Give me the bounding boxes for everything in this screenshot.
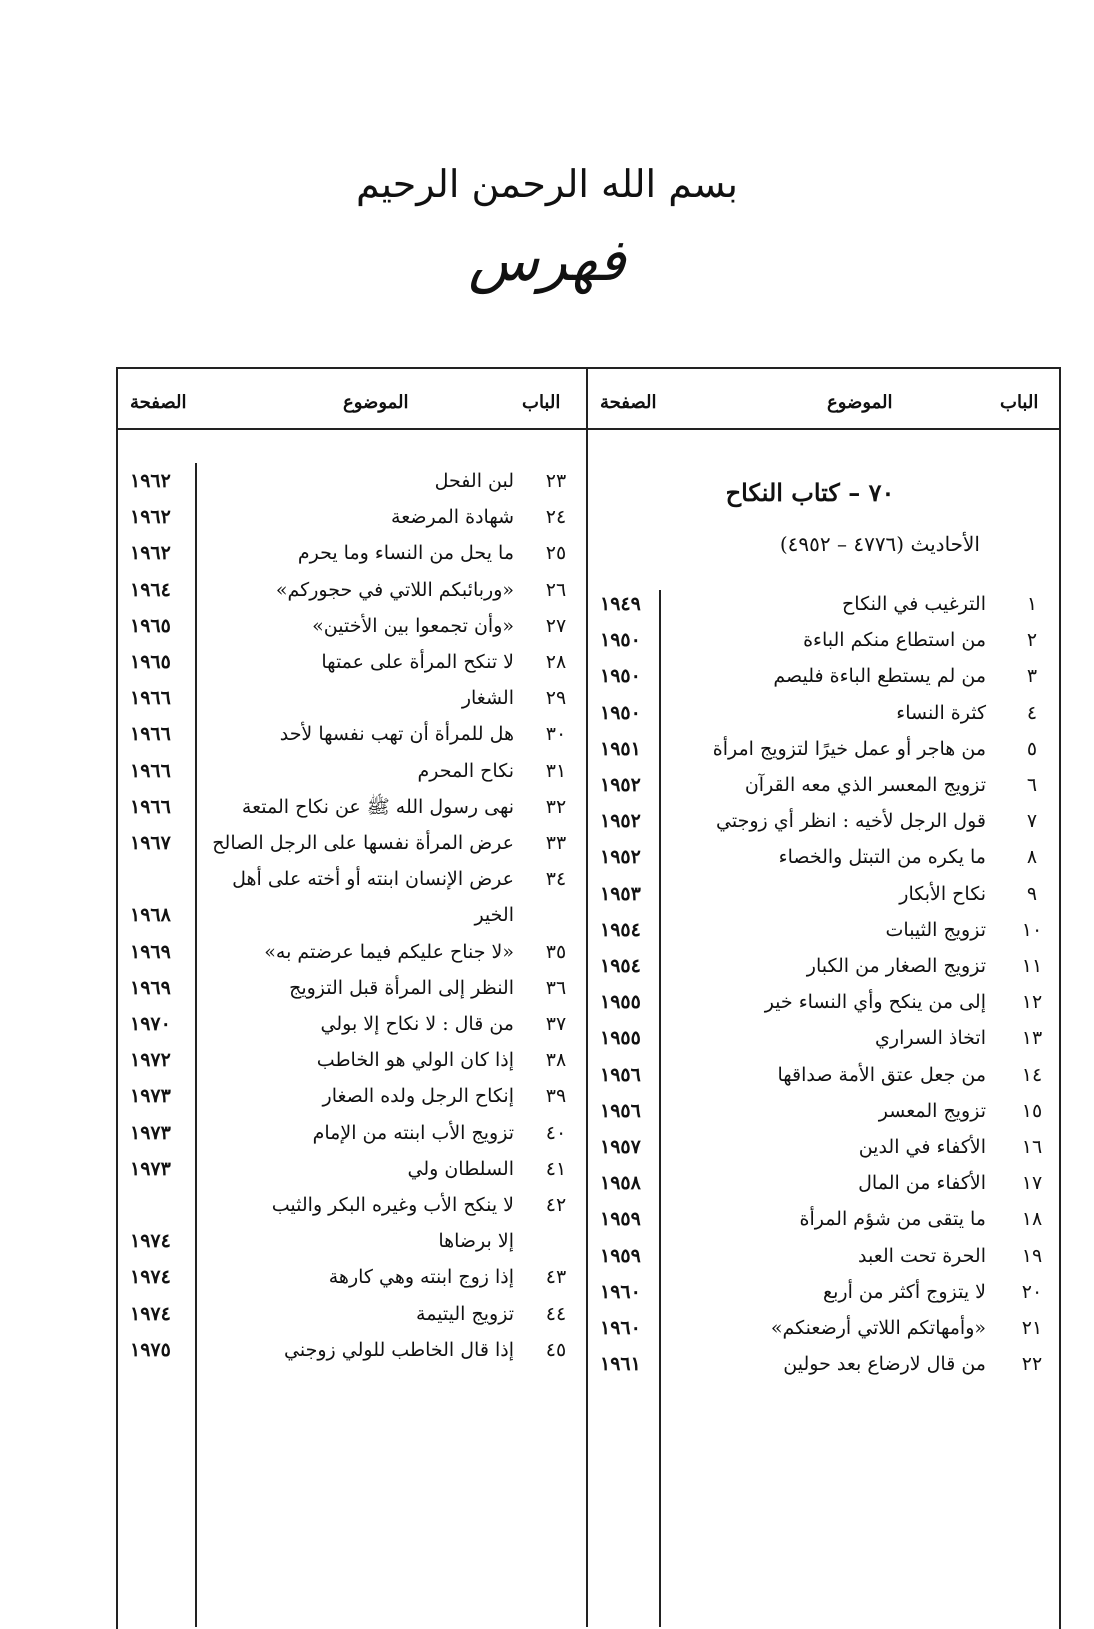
chapter-subject: تزويج الأب ابنته من الإمام <box>312 1121 514 1144</box>
page-number: ١٩٦٦ <box>130 795 171 818</box>
page-number: ١٩٦٩ <box>130 940 171 963</box>
page-number: ١٩٥٥ <box>600 1027 641 1050</box>
index-row <box>0 971 1094 1005</box>
chapter-number: ١٥ <box>1021 1099 1043 1122</box>
page-number: ١٩٥٩ <box>600 1244 641 1267</box>
index-row <box>0 1260 1094 1294</box>
page-number: ١٩٥٢ <box>600 846 641 869</box>
chapter-subject: الأكفاء من المال <box>858 1172 986 1195</box>
chapter-subject: النظر إلى المرأة قبل التزويج <box>289 976 514 999</box>
chapter-number: ٣٦ <box>545 976 567 999</box>
page-number: ١٩٦٦ <box>130 723 171 746</box>
chapter-subject: عرض الإنسان ابنته أو أخته على أهل <box>232 868 514 891</box>
page-number: ١٩٦١ <box>600 1353 641 1376</box>
chapter-number: ٢٩ <box>545 687 567 710</box>
page-number: ١٩٥٣ <box>600 882 641 905</box>
page-number: ١٩٦٠ <box>600 1317 641 1339</box>
header-page-left: الصفحة <box>130 392 187 413</box>
chapter-subject: «وربائبكم اللاتي في حجوركم» <box>275 578 514 601</box>
index-row <box>0 573 1094 607</box>
chapter-number: ٣٧ <box>545 1013 567 1035</box>
page-number: ١٩٧٠ <box>130 1013 171 1035</box>
chapter-number: ٣٣ <box>545 832 567 854</box>
chapter-subject: تزويج المعسر الذي معه القرآن <box>744 774 986 796</box>
index-row <box>0 1333 1094 1367</box>
basmala-heading: بسم الله الرحمن الرحيم <box>356 162 738 206</box>
chapter-number: ١٠ <box>1021 918 1043 941</box>
chapter-number: ١٣ <box>1021 1027 1043 1050</box>
chapter-subject: من استطاع منكم الباءة <box>803 629 986 652</box>
index-row <box>0 645 1094 679</box>
chapter-subject: إذا قال الخاطب للولي زوجني <box>284 1338 514 1361</box>
chapter-subject: الشغار <box>461 687 514 710</box>
page-number: ١٩٦٢ <box>130 542 171 565</box>
chapter-subject: لا يتزوج أكثر من أربع <box>823 1280 986 1303</box>
page-number: ١٩٥٦ <box>600 1063 641 1086</box>
chapter-number: ١٧ <box>1021 1172 1043 1195</box>
chapter-number: ١١ <box>1021 955 1043 977</box>
index-row <box>0 1188 1094 1222</box>
chapter-number: ٣٤ <box>545 868 567 891</box>
page-number: ١٩٥٦ <box>600 1099 641 1122</box>
page-number: ١٩٧٤ <box>130 1302 171 1325</box>
index-row <box>0 464 1094 498</box>
chapter-number: ٢٦ <box>545 578 567 601</box>
chapter-number: ٤٥ <box>545 1338 567 1361</box>
chapter-number: ١٢ <box>1021 991 1043 1014</box>
page-number: ١٩٧٣ <box>130 1085 171 1108</box>
chapter-number: ٣٩ <box>545 1085 567 1108</box>
index-row <box>0 935 1094 969</box>
chapter-subject: قول الرجل لأخيه : انظر أي زوجتي <box>716 810 986 833</box>
chapter-number: ٢٤ <box>545 506 567 529</box>
header-page-right: الصفحة <box>600 392 657 413</box>
chapter-number: ٣٠ <box>545 723 567 746</box>
page-number: ١٩٦٦ <box>130 687 171 710</box>
page-number: ١٩٧٣ <box>130 1121 171 1144</box>
page-number: ١٩٤٩ <box>600 593 641 615</box>
chapter-subject: إذا زوج ابنته وهي كارهة <box>328 1266 514 1289</box>
page-number: ١٩٧٢ <box>130 1049 171 1072</box>
chapter-number: ٤٢ <box>545 1194 567 1216</box>
header-subject-right: الموضوع <box>827 392 893 413</box>
chapter-subject: تزويج الصغار من الكبار <box>806 955 986 977</box>
chapter-subject: «وأمهاتكم اللاتي أرضعنكم» <box>770 1317 986 1339</box>
header-subject-left: الموضوع <box>343 392 409 413</box>
chapter-subject: تزويج المعسر <box>878 1099 986 1122</box>
index-row <box>0 1043 1094 1077</box>
index-row <box>0 754 1094 788</box>
chapter-number: ٢٢ <box>1021 1353 1043 1376</box>
chapter-subject: إلى من ينكح وأي النساء خير <box>764 991 986 1014</box>
chapter-number: ١٨ <box>1021 1208 1043 1231</box>
chapter-subject: الترغيب في النكاح <box>842 593 986 615</box>
chapter-subject: «وأن تجمعوا بين الأختين» <box>312 614 514 637</box>
book-title: ٧٠ – كتاب النكاح <box>725 478 895 507</box>
page-number: ١٩٥٧ <box>600 1136 641 1158</box>
index-row <box>0 1007 1094 1041</box>
page-number: ١٩٥٢ <box>600 774 641 796</box>
chapter-subject: كثرة النساء <box>896 701 986 724</box>
chapter-subject: إنكاح الرجل ولده الصغار <box>322 1085 514 1108</box>
chapter-subject: نكاح الأبكار <box>899 882 986 905</box>
chapter-number: ٥ <box>1026 737 1038 760</box>
page-number: ١٩٦٧ <box>130 832 171 854</box>
chapter-subject: اتخاذ السراري <box>875 1027 986 1050</box>
page-number: ١٩٧٤ <box>130 1266 171 1289</box>
page-number: ١٩٧٥ <box>130 1338 171 1361</box>
chapter-subject: الأكفاء في الدين <box>858 1136 986 1158</box>
chapter-number: ٢٧ <box>545 614 567 637</box>
page-number: ١٩٥٨ <box>600 1172 641 1195</box>
page-number: ١٩٦٩ <box>130 976 171 999</box>
chapter-number: ٤ <box>1026 701 1038 724</box>
chapter-subject: من قال : لا نكاح إلا بولي <box>320 1013 514 1035</box>
chapter-subject: ما يكره من التبتل والخصاء <box>778 846 986 869</box>
index-row <box>0 826 1094 860</box>
chapter-number: ٤١ <box>545 1157 567 1180</box>
index-row <box>0 1152 1094 1186</box>
chapter-number: ٢٠ <box>1021 1280 1043 1303</box>
chapter-number: ١٤ <box>1021 1063 1043 1086</box>
page-number: ١٩٥٤ <box>600 918 641 941</box>
chapter-number: ١٦ <box>1021 1136 1043 1158</box>
chapter-number: ١٩ <box>1021 1244 1043 1267</box>
chapter-number: ٣٨ <box>545 1049 567 1072</box>
chapter-number: ٤٠ <box>545 1121 567 1144</box>
page-number: ١٩٦٤ <box>130 578 171 601</box>
chapter-number: ٢٨ <box>545 651 567 673</box>
chapter-number: ٧ <box>1026 810 1038 833</box>
chapter-subject: لا تنكح المرأة على عمتها <box>321 651 514 673</box>
chapter-number: ٤٣ <box>545 1266 567 1289</box>
chapter-subject: الخير <box>474 904 514 927</box>
hadith-range: الأحاديث (٤٧٧٦ – ٤٩٥٢) <box>779 532 980 556</box>
page-number: ١٩٥٢ <box>600 810 641 833</box>
chapter-subject: تزويج الثيبات <box>885 918 986 941</box>
chapter-number: ٣٥ <box>545 940 567 963</box>
index-row <box>0 1116 1094 1150</box>
index-title: فهرس <box>468 226 626 294</box>
chapter-subject: ما يحل من النساء وما يحرم <box>297 542 514 565</box>
index-row <box>0 609 1094 643</box>
chapter-number: ٢٥ <box>545 542 567 565</box>
page-number: ١٩٥٩ <box>600 1208 641 1231</box>
page-number: ١٩٥٥ <box>600 991 641 1014</box>
chapter-subject: شهادة المرضعة <box>391 506 514 529</box>
chapter-subject: نكاح المحرم <box>417 759 514 782</box>
page-number: ١٩٦٢ <box>130 470 171 492</box>
chapter-number: ٨ <box>1026 846 1038 869</box>
header-chapter-left: الباب <box>522 392 561 413</box>
chapter-subject: من لم يستطع الباءة فليصم <box>773 665 986 688</box>
page-number: ١٩٥٠ <box>600 665 641 688</box>
chapter-number: ٢ <box>1026 629 1038 652</box>
index-row <box>0 790 1094 824</box>
page-number: ١٩٥٠ <box>600 629 641 652</box>
chapter-subject: لبن الفحل <box>434 470 514 492</box>
chapter-subject: لا ينكح الأب وغيره البكر والثيب <box>271 1194 514 1216</box>
index-row <box>0 1224 1094 1258</box>
index-row <box>0 681 1094 715</box>
chapter-subject: السلطان ولي <box>407 1157 514 1180</box>
page-number: ١٩٥١ <box>600 737 641 760</box>
page-number: ١٩٧٤ <box>130 1230 171 1253</box>
chapter-subject: الحرة تحت العبد <box>858 1244 986 1267</box>
chapter-subject: إذا كان الولي هو الخاطب <box>316 1049 514 1072</box>
chapter-subject: «لا جناح عليكم فيما عرضتم به» <box>264 940 514 963</box>
chapter-subject: عرض المرأة نفسها على الرجل الصالح <box>212 832 514 854</box>
chapter-number: ٢١ <box>1021 1317 1043 1339</box>
index-row <box>0 1297 1094 1331</box>
chapter-number: ٩ <box>1026 882 1038 905</box>
chapter-subject: هل للمرأة أن تهب نفسها لأحد <box>279 723 514 746</box>
chapter-subject: من جعل عتق الأمة صداقها <box>777 1063 986 1086</box>
header-chapter-right: الباب <box>1000 392 1039 413</box>
page-number: ١٩٦٢ <box>130 506 171 529</box>
index-row <box>0 862 1094 896</box>
chapter-number: ٤٤ <box>545 1302 567 1325</box>
index-row <box>0 536 1094 570</box>
page-number: ١٩٥٤ <box>600 955 641 977</box>
index-row <box>0 1079 1094 1113</box>
page-number: ١٩٦٨ <box>130 904 171 927</box>
page-number: ١٩٥٠ <box>600 701 641 724</box>
chapter-subject: من هاجر أو عمل خيرًا لتزويج امرأة <box>712 737 986 760</box>
page-number: ١٩٦٥ <box>130 614 171 637</box>
page-number: ١٩٦٦ <box>130 759 171 782</box>
chapter-number: ٣ <box>1026 665 1038 688</box>
chapter-number: ١ <box>1026 593 1038 615</box>
page-number: ١٩٦٠ <box>600 1280 641 1303</box>
chapter-subject: من قال لارضاع بعد حولين <box>783 1353 986 1376</box>
chapter-subject: تزويج اليتيمة <box>416 1302 514 1325</box>
chapter-number: ٣١ <box>545 759 567 782</box>
chapter-subject: إلا برضاها <box>438 1230 514 1253</box>
page-number: ١٩٦٥ <box>130 651 171 673</box>
chapter-number: ٢٣ <box>545 470 567 492</box>
chapter-number: ٦ <box>1026 774 1038 796</box>
index-row <box>0 898 1094 932</box>
index-row <box>0 500 1094 534</box>
index-row <box>0 717 1094 751</box>
chapter-subject: ما يتقى من شؤم المرأة <box>799 1208 986 1231</box>
chapter-number: ٣٢ <box>545 795 567 818</box>
page-number: ١٩٧٣ <box>130 1157 171 1180</box>
chapter-subject: نهى رسول الله ﷺ عن نكاح المتعة <box>241 795 514 818</box>
